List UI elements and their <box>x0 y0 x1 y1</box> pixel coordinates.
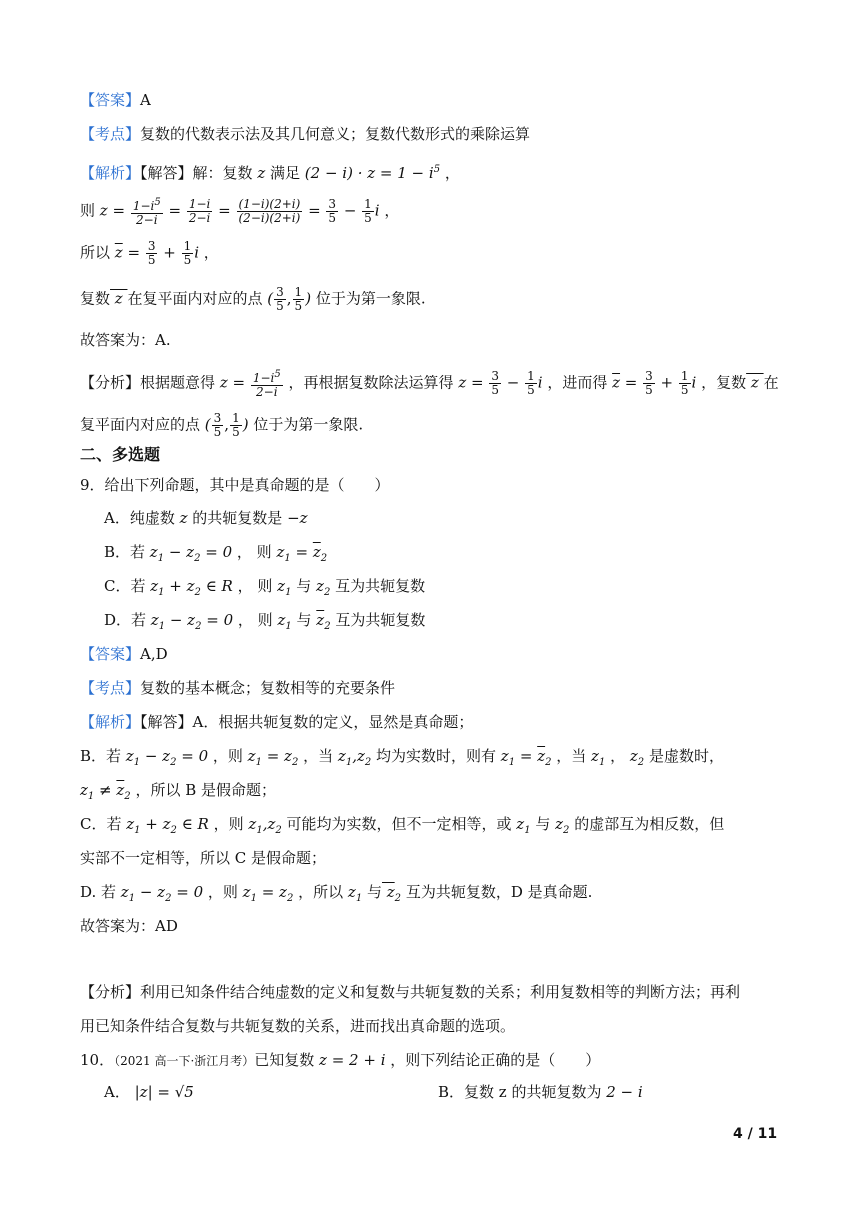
q8-final: 故答案为：A. <box>80 331 171 349</box>
q9-option-d: D．若 $z_1 - z_2 = 0$ ， 则 $z_1$ 与 $\overline{z}_2$ 互为共轭复数 <box>104 611 426 632</box>
page-number: 4 / 11 <box>733 1126 778 1142</box>
q8-fenxi-line1: 【分析】根据题意得 z = $\frac{1-i^5}{2-i}$ ，再根据复数除法运算得 z = $\frac{3}{5}$ − $\frac{1}{5}$ i ，进而得 z = $\frac{3}{5}$ + $\frac{1}{5}$ i ，复数 z 在 <box>80 369 779 399</box>
q8-solution-line3: 所以 z = $\frac{3}{5}$ + $\frac{1}{5}$ i ， <box>80 239 219 267</box>
q9-jiexi-line3: $z_1 \ne \overline{z}_2$ ，所以 B 是假命题； <box>80 781 277 802</box>
q9-option-a: A．纯虚数 z 的共轭复数是 −z <box>104 509 308 527</box>
q8-solution-line2: 则 z = $\frac{1-i^5}{2-i}$ = $\frac{1-i}{2-i}$ = $\frac{(1-i)(2+i)}{(2-i)(2+i)}$ = $\frac{3}{5}$ − $\frac{1}{5}$ i ， <box>80 197 400 227</box>
q9-point: 【考点】复数的基本概念；复数相等的充要条件 <box>80 679 396 697</box>
q9-stem: 9．给出下列命题，其中是真命题的是（ ） <box>80 476 390 494</box>
q9-final: 故答案为：AD <box>80 917 178 935</box>
q9-fenxi-line1: 【分析】利用已知条件结合纯虚数的定义和复数与共轭复数的关系；利用复数相等的判断方法；再利 <box>80 983 741 1001</box>
q8-solution-line1: 【解析】【解答】解：复数 z 满足 $(2 - i) \cdot z = 1 - i^5$ ， <box>80 164 460 182</box>
q9-jiexi-line2: B．若 $z_1 - z_2 = 0$ ，则 $z_1 = z_2$ ，当 $z_1,z_2$ 均为实数时，则有 $z_1 = \overline{z}_2$ ，当 $z_1$ ， $z_2$ 是虚数时， <box>80 747 724 768</box>
answer-tag: 【答案】 <box>80 91 141 109</box>
q10-option-b: B．复数 z 的共轭复数为 2 − i <box>438 1083 643 1101</box>
q9-jiexi-line6: D. 若 $z_1 - z_2 = 0$ ，则 $z_1 = z_2$ ，所以 $z_1$ 与 $z_2$ 互为共轭复数，D 是真命题. <box>80 883 593 904</box>
q9-answer: 【答案】A,D <box>80 645 168 663</box>
q9-fenxi-line2: 用已知条件结合复数与共轭复数的关系，进而找出真命题的选项。 <box>80 1017 516 1035</box>
section-heading: 二、多选题 <box>80 445 161 464</box>
q8-fenxi-line2: 复平面内对应的点 ( $\frac{3}{5}$ , $\frac{1}{5}$ ) 位于为第一象限. <box>80 411 364 439</box>
q9-option-c: C．若 $z_1 + z_2$ ∈ R ， 则 $z_1$ 与 $z_2$ 互为共轭复数 <box>104 577 426 598</box>
q9-jiexi-line4: C．若 $z_1 + z_2$ ∈ R ，则 $z_1,z_2$ 可能均为实数，但不一定相等，或 $z_1$ 与 $z_2$ 的虚部互为相反数，但 <box>80 815 725 836</box>
q9-jiexi-line1: 【解析】【解答】A．根据共轭复数的定义，显然是真命题； <box>80 713 474 731</box>
q10-option-a: A． |z| = √5 <box>104 1083 194 1101</box>
q8-solution-line4: 复数 z 在复平面内对应的点 ( $\frac{3}{5}$ , $\frac{1}{5}$ ) 位于为第一象限. <box>80 285 426 313</box>
q8-point: 【考点】复数的代数表示法及其几何意义；复数代数形式的乘除运算 <box>80 125 531 143</box>
q9-jiexi-line5: 实部不一定相等，所以 C 是假命题； <box>80 849 327 867</box>
q9-option-b: B．若 $z_1 - z_2 = 0$ ， 则 $z_1 = \overline{z}_2$ <box>104 543 328 564</box>
q8-answer: 【答案】A <box>80 91 151 109</box>
q10-stem: 10．（2021 高一下·浙江月考）已知复数 z = 2 + i ，则下列结论正确的是（ ） <box>80 1051 601 1069</box>
